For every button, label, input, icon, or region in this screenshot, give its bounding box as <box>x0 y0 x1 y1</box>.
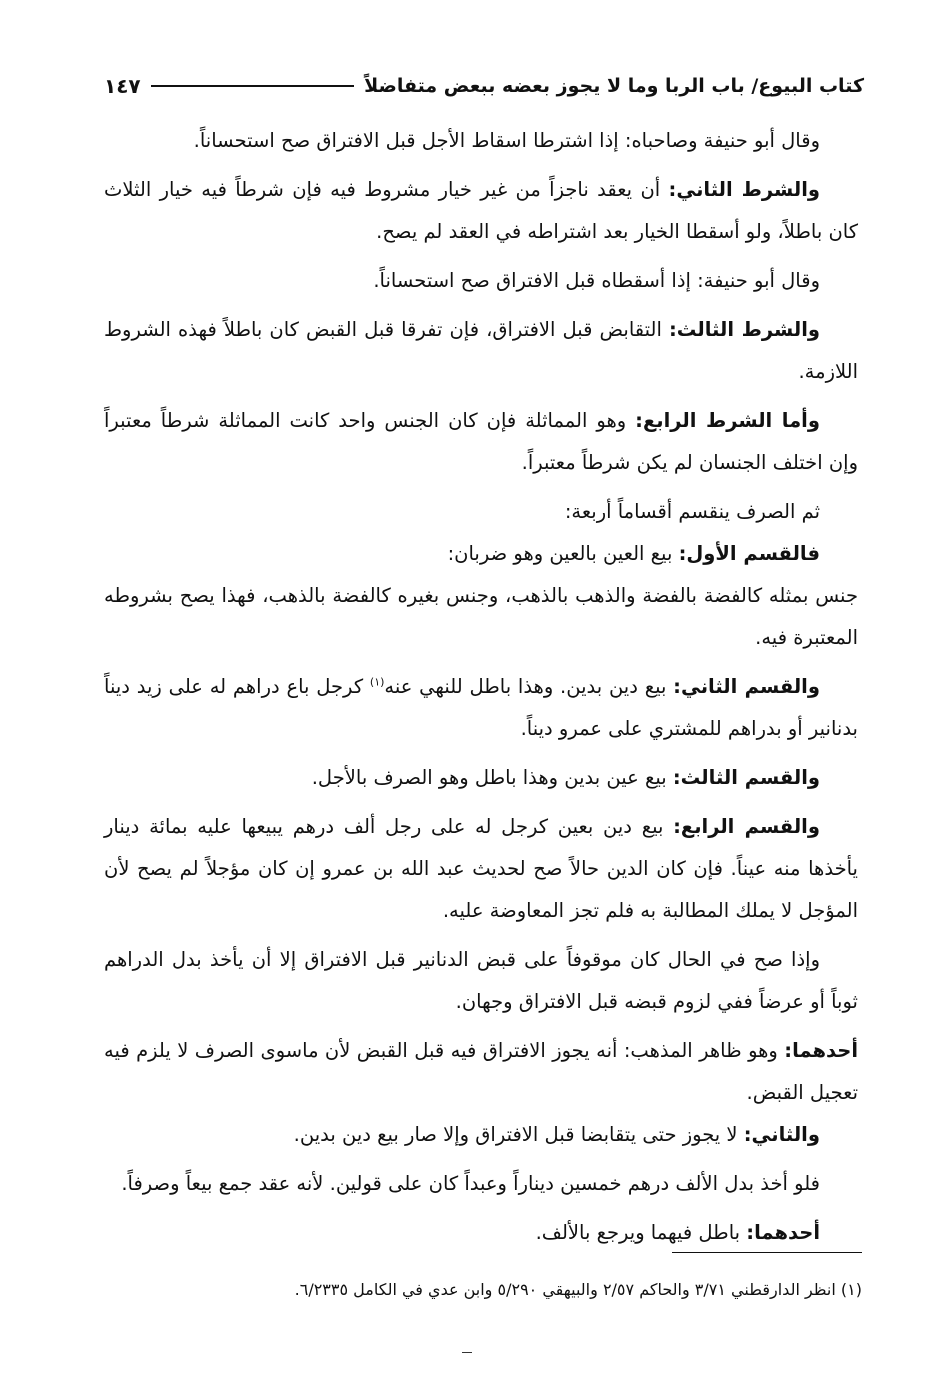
paragraph <box>104 666 858 750</box>
paragraph <box>104 120 858 162</box>
paragraph <box>104 1114 858 1156</box>
main-text <box>104 120 858 1261</box>
paragraph-heading: أحدهما: <box>784 1039 858 1062</box>
paragraph <box>104 533 858 575</box>
paragraph-text: وقال أبو حنيفة وصاحباه: إذا اشترطا اسقاط الأجل قبل الافتراق صح استحساناً. <box>193 129 820 152</box>
paragraph <box>104 575 858 659</box>
paragraph-heading: أحدهما: <box>746 1221 820 1244</box>
page-bottom-mark <box>462 1352 472 1353</box>
paragraph-text: وإذا صح في الحال كان موقوفاً على قبض الدنانير قبل الافتراق إلا أن يأخذ بدل الدراهم ثوباً أو عرضاً ففي لزوم قبضه قبل الافتراق وجهان. <box>104 948 858 1013</box>
paragraph-text: وقال أبو حنيفة: إذا أسقطاه قبل الافتراق صح استحساناً. <box>373 269 820 292</box>
paragraph-heading: فالقسم الأول: <box>678 542 820 565</box>
paragraph-text: بيع العين بالعين وهو ضربان: <box>447 542 679 565</box>
paragraph <box>104 939 858 1023</box>
paragraph <box>104 757 858 799</box>
footnote-separator <box>672 1252 862 1253</box>
paragraph-text: فلو أخذ بدل الألف درهم خمسين ديناراً وعبداً كان على قولين. لأنه عقد جمع بيعاً وصرفاً. <box>121 1172 820 1195</box>
paragraph-text: وهو المماثلة فإن كان الجنس واحد كانت المماثلة شرطاً معتبراً وإن اختلف الجنسان لم يكن شرطاً معتبراً. <box>104 409 858 474</box>
running-header <box>104 70 864 102</box>
paragraph <box>104 169 858 253</box>
paragraph-heading: والقسم الثاني: <box>673 675 820 698</box>
paragraph-text: كرجل باع دراهم له على زيد ديناً بدنانير أو بدراهم للمشتري على عمرو ديناً. <box>104 675 858 740</box>
paragraph-text: أن يعقد ناجزاً من غير خيار مشروط فيه فإن شرطاً فيه خيار الثلاث كان باطلاً، ولو أسقطا الخيار بعد اشتراطه في العقد لم يصح. <box>104 178 858 243</box>
paragraph-heading: وأما الشرط الرابع: <box>635 409 820 432</box>
paragraph-heading: والقسم الرابع: <box>673 815 820 838</box>
paragraph-heading: والشرط الثالث: <box>668 318 821 341</box>
paragraph-heading: والقسم الثالث: <box>672 766 820 789</box>
paragraph <box>104 806 858 932</box>
paragraph-text: بيع دين بعين كرجل له على رجل ألف درهم يبيعها عليه بمائة دينار يأخذها منه عيناً. فإن كان الدين حالاً صح لحديث عبد الله بن عمرو إن كان مؤجلاً لم يصح لأن المؤجل لا يملك المطالبة به فلم تجز المعاوضة عليه. <box>104 815 858 922</box>
paragraph-text: التقابض قبل الافتراق، فإن تفرقا قبل القبض كان باطلاً فهذه الشروط اللازمة. <box>104 318 858 383</box>
chapter-title: كتاب البيوع/ باب الربا وما لا يجوز بعضه ببعض متفاضلاً <box>364 75 864 97</box>
paragraph <box>104 260 858 302</box>
paragraph-text: وهو ظاهر المذهب: أنه يجوز الافتراق فيه قبل القبض لأن ماسوى الصرف لا يلزم فيه تعجيل القبض. <box>104 1039 858 1104</box>
paragraph-text: باطل فيهما ويرجع بالألف. <box>535 1221 747 1244</box>
footnote: (١) انظر الدارقطني ٣/٧١ والحاكم ٢/٥٧ والبيهقي ٥/٢٩٠ وابن عدي في الكامل ٦/٢٣٣٥. <box>294 1280 862 1299</box>
paragraph-text: جنس بمثله كالفضة بالفضة والذهب بالذهب، وجنس بغيره كالفضة بالذهب، فهذا يصح بشروطه المعتبرة فيه. <box>104 584 858 649</box>
paragraph-text: بيع دين بدين. وهذا باطل للنهي عنه <box>384 675 674 698</box>
paragraph <box>104 491 858 533</box>
header-rule <box>151 85 354 87</box>
footnote-ref[interactable]: (١) <box>369 675 385 689</box>
paragraph <box>104 1030 858 1114</box>
paragraph-text: لا يجوز حتى يتقابضا قبل الافتراق وإلا صار بيع دين بدين. <box>293 1123 744 1146</box>
paragraph <box>104 1212 858 1254</box>
paragraph-heading: والشرط الثاني: <box>668 178 820 201</box>
paragraph <box>104 1163 858 1205</box>
page-number: ١٤٧ <box>104 74 141 98</box>
paragraph <box>104 309 858 393</box>
paragraph-heading: والثاني: <box>743 1123 820 1146</box>
paragraph-text: ثم الصرف ينقسم أقساماً أربعة: <box>564 500 820 523</box>
paragraph <box>104 400 858 484</box>
paragraph-text: بيع عين بدين وهذا باطل وهو الصرف بالأجل. <box>311 766 673 789</box>
